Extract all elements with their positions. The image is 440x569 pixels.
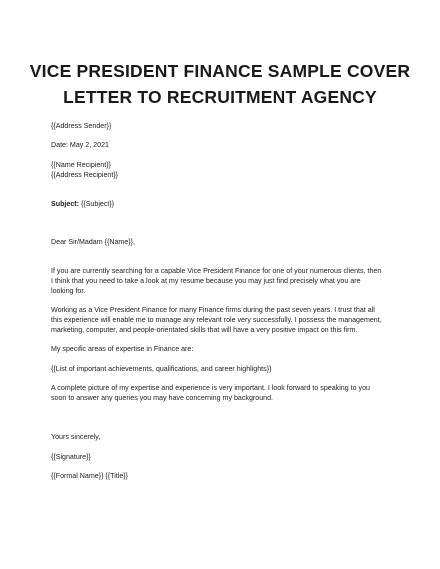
paragraph-2-line-2: this experience will enable me to manage any relevant role very successfully. I possess the management, — [51, 316, 382, 324]
signature: {{Signature}} — [51, 453, 91, 461]
paragraph-1-line-2: I think that you need to take a look at my resume because you may just find precisely what you are — [51, 277, 361, 285]
paragraph-1-line-3: looking for. — [51, 287, 86, 295]
name-recipient: {{Name Recipient}} — [51, 161, 111, 169]
expertise-list: {{List of important achievements, qualifications, and career highlights}} — [51, 365, 272, 373]
salutation: Dear Sir/Madam {{Name}}, — [51, 238, 135, 246]
paragraph-2-line-3: marketing, computer, and people-orientated skills that will have a very positive impact on this firm. — [51, 326, 358, 334]
paragraph-1-line-1: If you are currently searching for a capable Vice President Finance for one of your numerous clients, then — [51, 267, 382, 275]
paragraph-3-line-1: A complete picture of my expertise and experience is very important. I look forward to speaking to you — [51, 384, 370, 392]
formal-name-title: {{Formal Name}} {{Title}} — [51, 472, 129, 480]
subject-value: {{Subject}} — [78, 200, 115, 208]
title-line-2: LETTER TO RECRUITMENT AGENCY — [63, 87, 377, 107]
subject-line — [51, 199, 114, 209]
paragraph-3-line-2: soon to answer any queries you may have concerning my background. — [51, 394, 274, 402]
expertise-intro: My specific areas of expertise in Finance are: — [51, 345, 194, 353]
closing: Yours sincerely, — [51, 433, 101, 441]
subject-label: Subject: — [51, 200, 79, 208]
address-recipient: {{Address Recipient}} — [51, 171, 119, 179]
address-sender: {{Address Sender}} — [51, 122, 112, 130]
title-line-1: VICE PRESIDENT FINANCE SAMPLE COVER — [29, 61, 411, 81]
document-title — [20, 58, 420, 110]
paragraph-2-line-1: Working as a Vice President Finance for many Finance firms during the past seven years. I trust that all — [51, 306, 375, 314]
letter-date: Date: May 2, 2021 — [51, 141, 109, 149]
